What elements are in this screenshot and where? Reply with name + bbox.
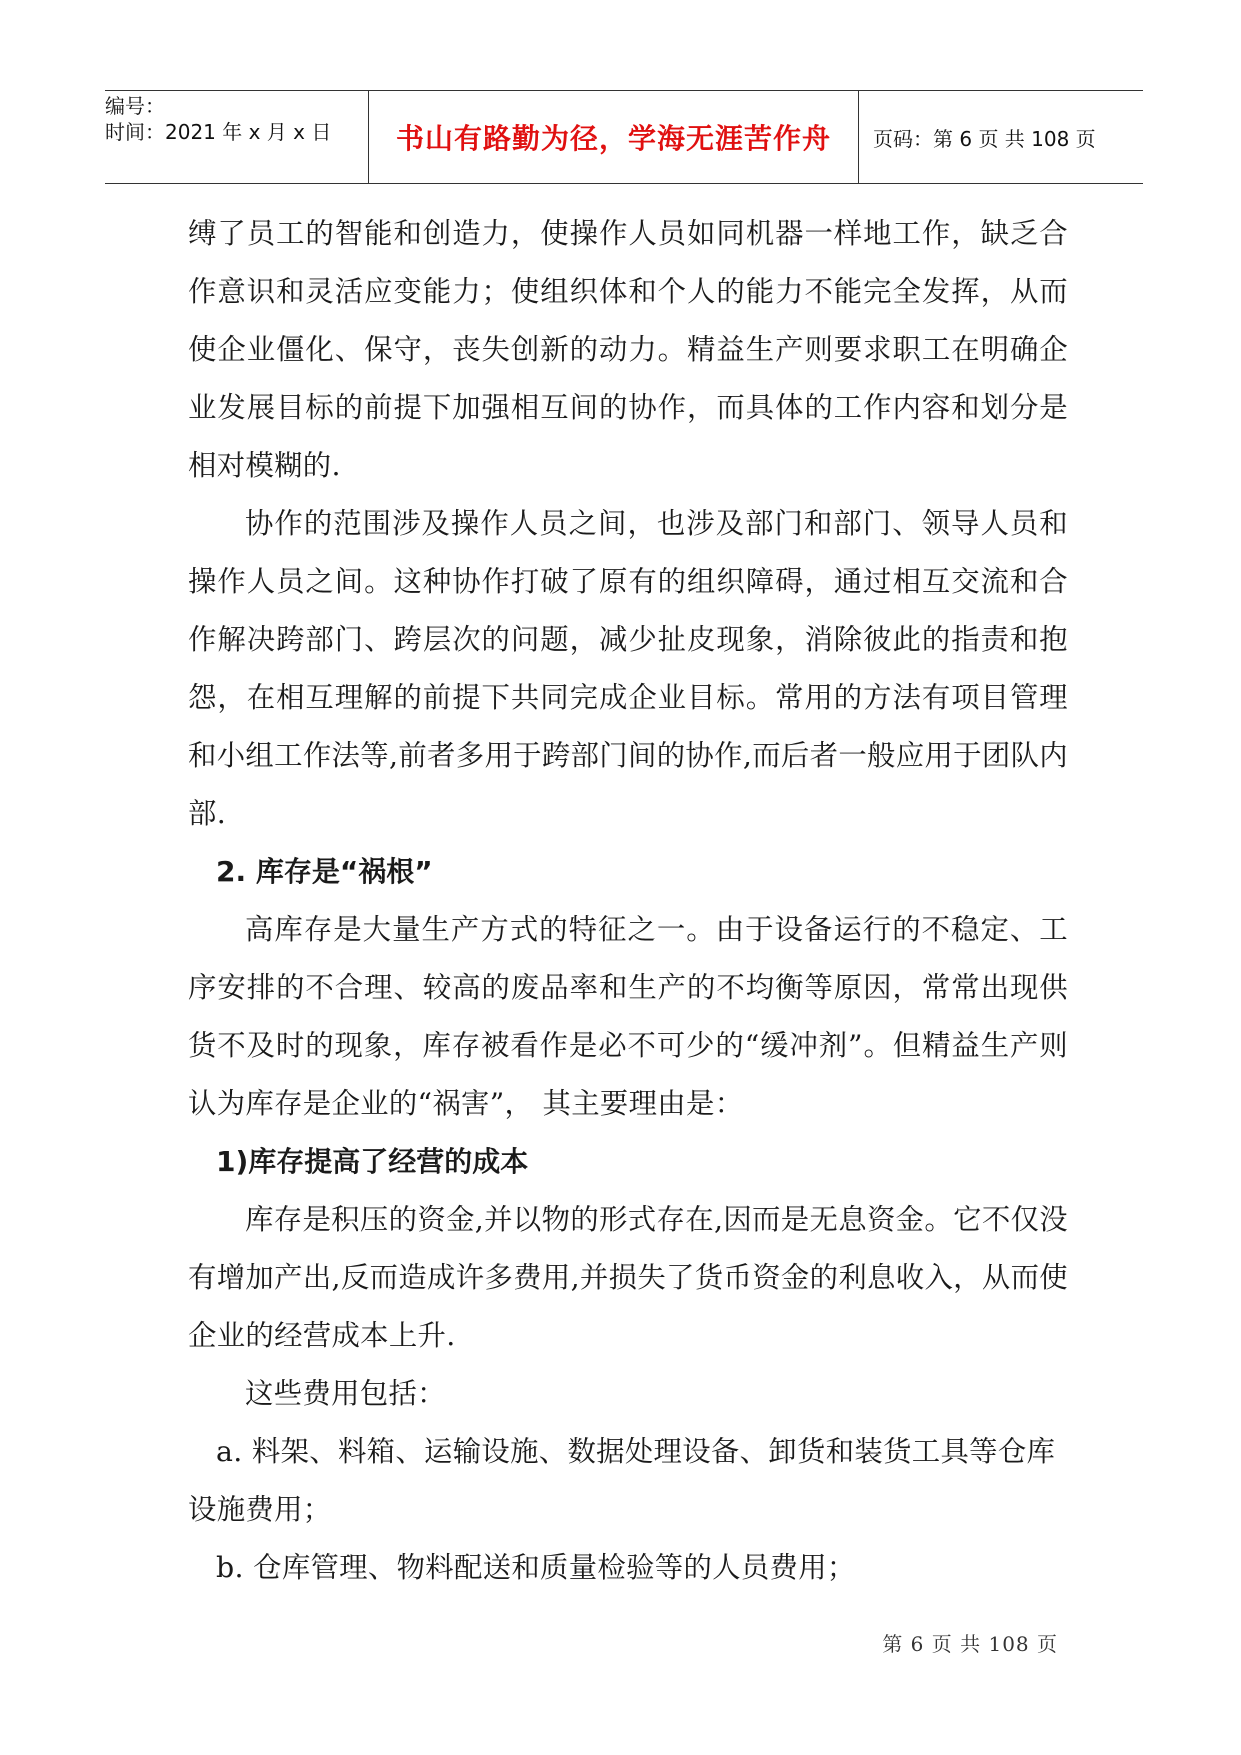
document-number-label: 编号： (105, 94, 165, 118)
list-item: b. 仓库管理、物料配送和质量检验等的人员费用； (216, 1551, 856, 1584)
list-item: a. 料架、料箱、运输设施、数据处理设备、卸货和装货工具等仓库设施费用； (188, 1435, 1056, 1526)
header-motto: 书山有路勤为径，学海无涯苦作舟 (395, 122, 831, 155)
header-page-cell (859, 91, 1143, 183)
header-page-code: 页码：第 6 页 共 108 页 (873, 126, 1096, 151)
header-meta-cell (105, 91, 369, 183)
subsection-heading: 1)库存提高了经营的成本 (216, 1145, 529, 1178)
paragraph: 缚了员工的智能和创造力，使操作人员如同机器一样地工作，缺乏合作意识和灵活应变能力；使组织体和个人的能力不能完全发挥，从而使企业僵化、保守，丧失创新的动力。精益生产则要求职工在明确企业发展目标的前提下加强相互间的协作，而具体的工作内容和划分是相对模糊的. (188, 217, 1068, 482)
paragraph: 库存是积压的资金,并以物的形式存在,因而是无息资金。它不仅没有增加产出,反而造成许多费用,并损失了货币资金的利息收入，从而使企业的经营成本上升. (188, 1203, 1068, 1352)
paragraph: 高库存是大量生产方式的特征之一。由于设备运行的不稳定、工序安排的不合理、较高的废品率和生产的不均衡等原因，常常出现供货不及时的现象，库存被看作是必不可少的“缓冲剂”。但精益生产则认为库存是企业的“祸害”， 其主要理由是： (188, 913, 1068, 1120)
document-time-label: 时间：2021 年 x 月 x 日 (105, 120, 332, 144)
paragraph: 这些费用包括： (245, 1377, 446, 1410)
document-body (188, 205, 1068, 1597)
header-motto-cell (369, 91, 859, 183)
paragraph: 协作的范围涉及操作人员之间，也涉及部门和部门、领导人员和操作人员之间。这种协作打破了原有的组织障碍，通过相互交流和合作解决跨部门、跨层次的问题，减少扯皮现象，消除彼此的指责和抱怨，在相互理解的前提下共同完成企业目标。常用的方法有项目管理和小组工作法等,前者多用于跨部门间的协作,而后者一般应用于团队内部. (188, 507, 1068, 830)
page-footer: 第 6 页 共 108 页 (882, 1632, 1058, 1656)
section-heading: 2. 库存是“祸根” (216, 855, 433, 888)
document-header (105, 90, 1143, 184)
